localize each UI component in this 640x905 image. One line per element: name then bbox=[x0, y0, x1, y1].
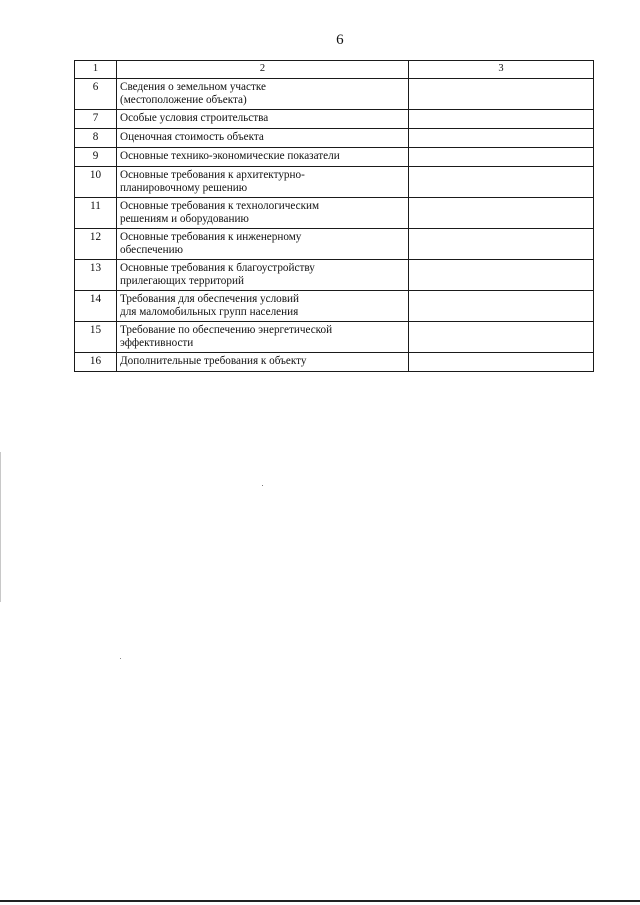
scan-speck bbox=[262, 485, 263, 486]
column-header-value: 3 bbox=[409, 61, 594, 79]
table-row bbox=[75, 129, 594, 148]
row-number: 14 bbox=[75, 291, 117, 322]
row-value-cell bbox=[409, 167, 594, 198]
row-value-cell bbox=[409, 198, 594, 229]
row-description: Основные требования к благоустройству прилегающих территорий bbox=[117, 260, 409, 291]
column-header-description: 2 bbox=[117, 61, 409, 79]
row-description: Дополнительные требования к объекту bbox=[117, 353, 409, 372]
row-description: Основные требования к архитектурно- планировочному решению bbox=[117, 167, 409, 198]
row-number: 7 bbox=[75, 110, 117, 129]
row-description: Сведения о земельном участке (местоположение объекта) bbox=[117, 79, 409, 110]
row-value-cell bbox=[409, 110, 594, 129]
table-row bbox=[75, 79, 594, 110]
row-number: 16 bbox=[75, 353, 117, 372]
row-value-cell bbox=[409, 129, 594, 148]
row-description: Особые условия строительства bbox=[117, 110, 409, 129]
row-value-cell bbox=[409, 148, 594, 167]
row-description: Требования для обеспечения условий для маломобильных групп населения bbox=[117, 291, 409, 322]
page-bottom-edge bbox=[0, 900, 640, 902]
table-row bbox=[75, 198, 594, 229]
row-description: Основные требования к инженерному обеспечению bbox=[117, 229, 409, 260]
scan-speck bbox=[120, 658, 121, 659]
row-number: 8 bbox=[75, 129, 117, 148]
table-row bbox=[75, 260, 594, 291]
column-header-number: 1 bbox=[75, 61, 117, 79]
row-description: Оценочная стоимость объекта bbox=[117, 129, 409, 148]
table-row bbox=[75, 110, 594, 129]
table-header-row bbox=[75, 61, 594, 79]
row-description: Основные технико-экономические показатели bbox=[117, 148, 409, 167]
row-description: Требование по обеспечению энергетической эффективности bbox=[117, 322, 409, 353]
row-number: 10 bbox=[75, 167, 117, 198]
scan-edge-mark bbox=[0, 452, 1, 602]
row-value-cell bbox=[409, 229, 594, 260]
row-number: 13 bbox=[75, 260, 117, 291]
table-row bbox=[75, 291, 594, 322]
requirements-table bbox=[74, 60, 594, 372]
row-number: 15 bbox=[75, 322, 117, 353]
row-description: Основные требования к технологическим решениям и оборудованию bbox=[117, 198, 409, 229]
row-value-cell bbox=[409, 291, 594, 322]
row-value-cell bbox=[409, 353, 594, 372]
page-number: 6 bbox=[336, 32, 344, 48]
row-value-cell bbox=[409, 79, 594, 110]
table-row bbox=[75, 167, 594, 198]
row-value-cell bbox=[409, 322, 594, 353]
row-value-cell bbox=[409, 260, 594, 291]
table-row bbox=[75, 353, 594, 372]
table-row bbox=[75, 229, 594, 260]
table-row bbox=[75, 322, 594, 353]
row-number: 12 bbox=[75, 229, 117, 260]
row-number: 9 bbox=[75, 148, 117, 167]
row-number: 6 bbox=[75, 79, 117, 110]
table-row bbox=[75, 148, 594, 167]
row-number: 11 bbox=[75, 198, 117, 229]
